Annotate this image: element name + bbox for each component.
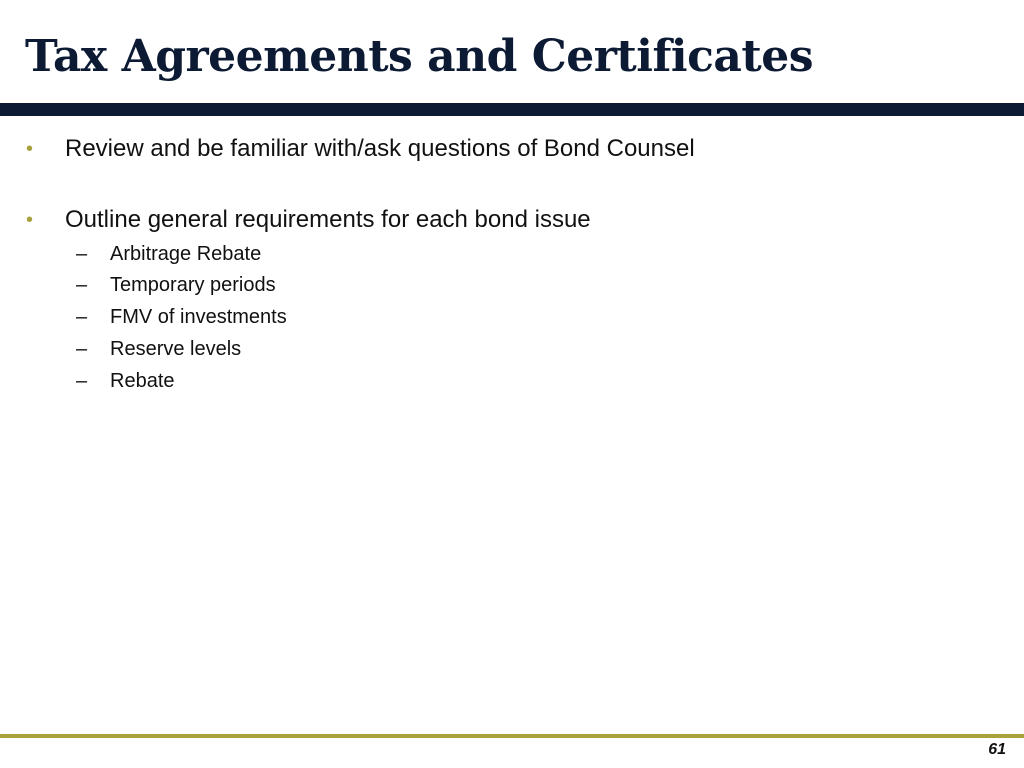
dash-icon: – <box>76 338 88 360</box>
sub-bullet-text: Arbitrage Rebate <box>110 243 262 265</box>
title-underline-bar <box>0 103 1024 116</box>
sub-bullet-text: FMV of investments <box>110 306 287 328</box>
bullet-text: Outline general requirements for each bond issue <box>65 206 591 233</box>
bullet-dot-icon: • <box>26 209 34 231</box>
sub-bullet-text: Reserve levels <box>110 338 242 360</box>
bullet-text: Review and be familiar with/ask questions of Bond Counsel <box>65 135 695 162</box>
dash-icon: – <box>76 370 88 392</box>
dash-icon: – <box>76 243 88 265</box>
bullet-dot-icon: • <box>26 138 34 160</box>
sub-bullet-text: Temporary periods <box>110 274 276 296</box>
slide-title: Tax Agreements and Certificates <box>25 31 813 82</box>
dash-icon: – <box>76 306 88 328</box>
page-number: 61 <box>988 741 1006 758</box>
sub-bullet-text: Rebate <box>110 370 175 392</box>
dash-icon: – <box>76 274 88 296</box>
footer-accent-bar <box>0 734 1024 738</box>
